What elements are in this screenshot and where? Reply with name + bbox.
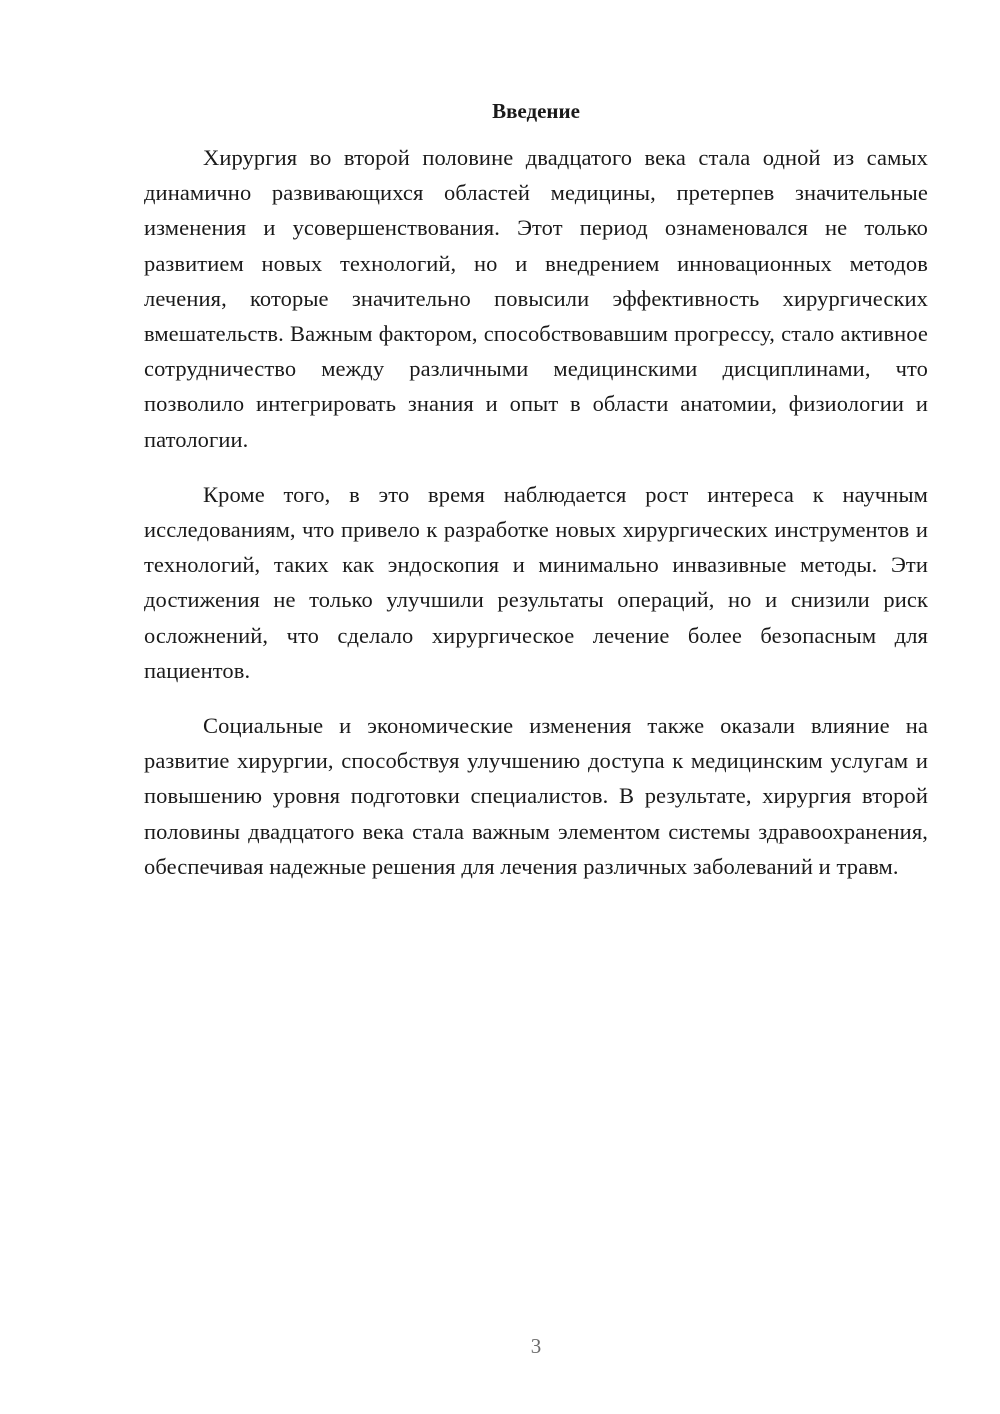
section-heading: Введение bbox=[492, 99, 580, 123]
paragraph-3: Социальные и экономические изменения также оказали влияние на развитие хирургии, способствуя улучшению доступа к медицинским услугам и повышению уровня подготовки специалистов. В результате, хирургия второй половины двадцатого века стала важным элементом системы здравоохранения, обеспечивая надежные решения для лечения различных заболеваний и травм. bbox=[144, 713, 928, 879]
body-text bbox=[144, 140, 928, 904]
paragraph-2: Кроме того, в это время наблюдается рост интереса к научным исследованиям, что привело к разработке новых хирургических инструментов и технологий, таких как эндоскопия и минимально инвазивные методы. Эти достижения не только улучшили результаты операций, но и снизили риск осложнений, что сделало хирургическое лечение более безопасным для пациентов. bbox=[144, 481, 928, 683]
paragraph-1: Хирургия во второй половине двадцатого века стала одной из самых динамично развивающихся областей медицины, претерпев значительные изменения и усовершенствования. Этот период ознаменовался не только развитием новых технологий, но и внедрением инновационных методов лечения, которые значительно повысили эффективность хирургических вмешательств. Важным фактором, способствовавшим прогрессу, стало активное сотрудничество между различными медицинскими дисциплинами, что позволило интегрировать знания и опыт в области анатомии, физиологии и патологии. bbox=[144, 145, 928, 452]
page-number: 3 bbox=[530, 1334, 542, 1358]
